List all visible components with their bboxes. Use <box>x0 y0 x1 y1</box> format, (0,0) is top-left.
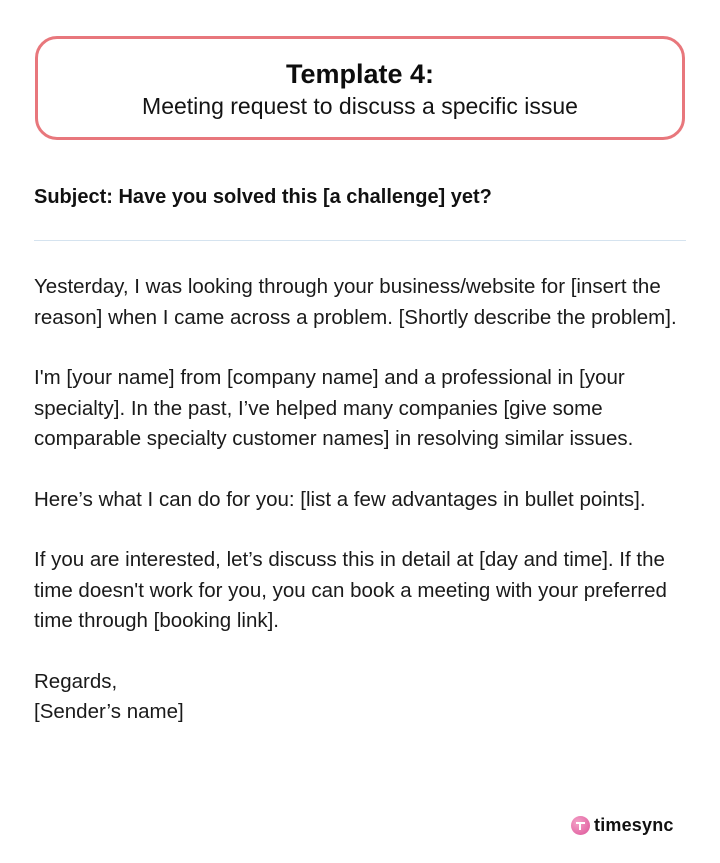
template-subtitle: Meeting request to discuss a specific issue <box>142 93 578 119</box>
template-title: Template 4: <box>285 59 435 89</box>
template-title-box <box>35 36 685 140</box>
email-paragraph-cta: If you are interested, let’s discuss this in detail at [day and time]. If the time doesn't work for you, you can book a meeting with your preferred time through [booking link]. <box>34 548 667 632</box>
divider <box>34 240 686 241</box>
email-paragraph-offer: Here’s what I can do for you: [list a few advantages in bullet points]. <box>34 487 646 511</box>
brand-logo <box>571 815 674 836</box>
brand-name: timesync <box>594 815 674 835</box>
email-body <box>34 272 694 728</box>
email-paragraph-credentials: I'm [your name] from [company name] and a professional in [your specialty]. In the past, I’ve helped many companies [give some comparable specialty customer names] in resolving similar issues. <box>34 366 634 450</box>
email-closing: Regards, <box>34 669 118 693</box>
email-sender: [Sender’s name] <box>34 700 184 723</box>
timesync-logo-icon <box>571 816 590 835</box>
email-paragraph-intro: Yesterday, I was looking through your business/website for [insert the reason] when I came across a problem. [Shortly describe the problem]. <box>34 275 677 329</box>
email-signoff <box>34 667 694 728</box>
email-subject: Subject: Have you solved this [a challenge] yet? <box>34 186 492 208</box>
